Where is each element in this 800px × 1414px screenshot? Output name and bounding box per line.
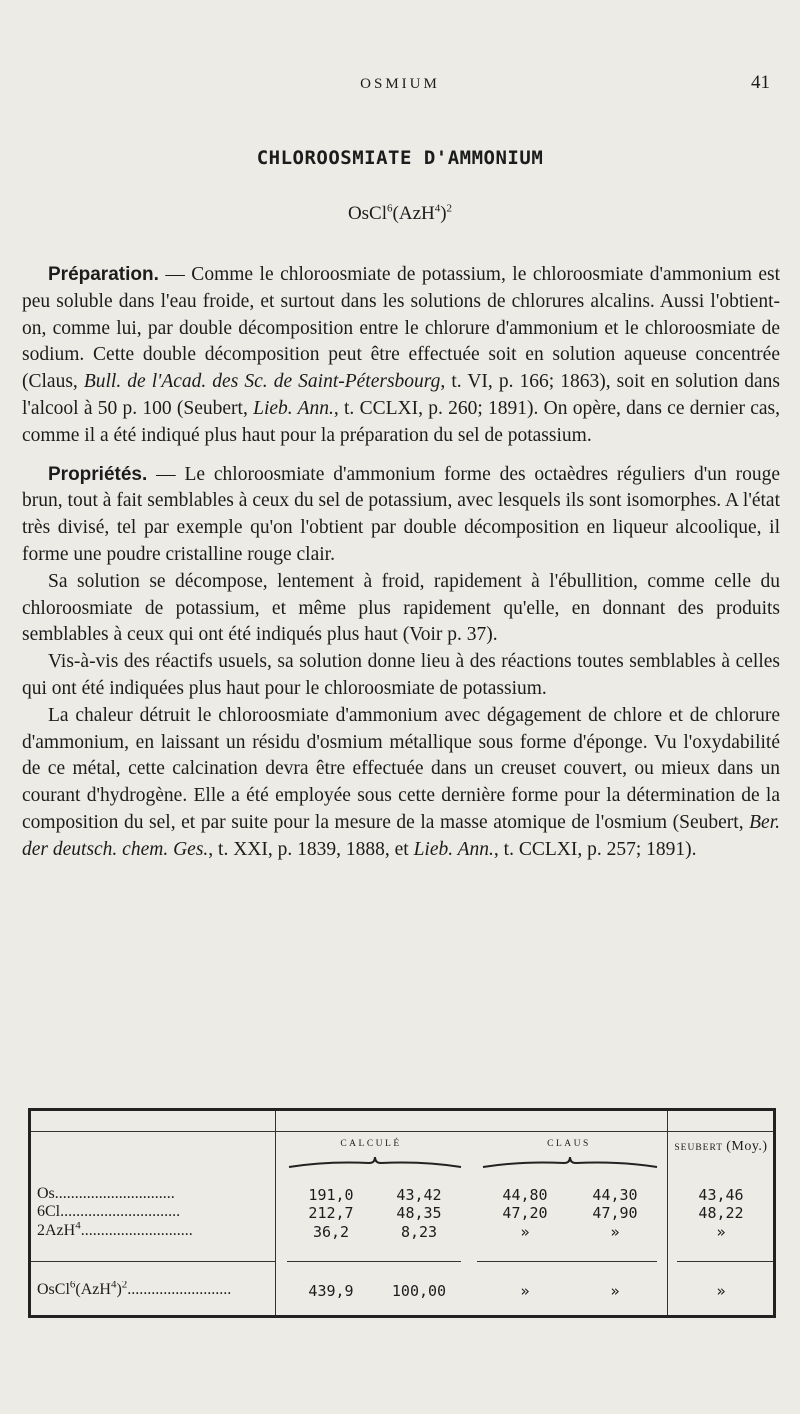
paragraph-proprietes bbox=[22, 462, 780, 569]
total-cell: » bbox=[610, 1282, 620, 1300]
table-column-rule bbox=[667, 1111, 668, 1315]
header-moy: (Moy.) bbox=[726, 1139, 768, 1154]
row-label bbox=[37, 1222, 277, 1240]
chaleur-text-3: , t. CCLXI, p. 257; 1891). bbox=[493, 838, 697, 860]
chemical-formula bbox=[0, 203, 800, 225]
paragraph-chaleur bbox=[22, 703, 780, 864]
chaleur-text-1: La chaleur détruit le chloroosmiate d'ammonium avec dégagement de chlore et de chlorure d'ammonium, en laissant un résidu d'osmium métallique sous forme d'éponge. Vu l'oxydabilité de ce métal, cette calcination devra être effectuée dans un creuset couvert, ou mieux dans un courant d'hydrogène. Elle a été employée sous cette dernière forme pour la détermination de la composition du sel, et par suite pour la mesure de la masse atomique de l'osmium (Seubert, bbox=[22, 704, 780, 833]
total-sup: 4 bbox=[110, 1281, 117, 1291]
formula-sup: 6 bbox=[387, 202, 393, 215]
total-cell: 100,00 bbox=[391, 1282, 447, 1300]
proprietes-heading: Propriétés. bbox=[48, 463, 148, 485]
total-sup: 6 bbox=[69, 1281, 76, 1291]
composition-table bbox=[28, 1108, 776, 1318]
paragraph-reactifs: Vis-à-vis des réactifs usuels, sa solution donne lieu à des réactions toutes semblables à celles qui ont été indiquées plus haut pour le chloroosmiate de potassium. bbox=[22, 651, 780, 699]
table-cell: » bbox=[520, 1223, 530, 1241]
table-cell: 47,20 bbox=[502, 1204, 548, 1222]
total-cell: » bbox=[716, 1282, 726, 1300]
table-total-rule bbox=[677, 1261, 773, 1262]
formula-sup: 4 bbox=[434, 202, 441, 215]
formula-part: ) bbox=[440, 203, 447, 224]
table-total-rule bbox=[31, 1261, 275, 1262]
body-text bbox=[22, 262, 780, 864]
row-label bbox=[37, 1185, 277, 1203]
header-seubert bbox=[669, 1139, 773, 1155]
table-cell: 191,0 bbox=[308, 1186, 354, 1204]
table-cell: 44,30 bbox=[592, 1186, 638, 1204]
total-label-text: ) bbox=[116, 1281, 122, 1298]
row-label-text: 6Cl bbox=[37, 1203, 61, 1220]
preparation-text-1: — Comme le chloroosmiate de potassium, le chloroosmiate d'ammonium est peu soluble dans l'eau froide, et surtout dans les solutions de chlorures alcalins. Aussi l'obtient-on, comme lui, par double décomposition entre le chlorure d'ammonium et le chloroosmiate de sodium. Cette double décomposition peut être effectuée soit en solution aqueuse concentrée (Claus, bbox=[22, 264, 780, 393]
table-cell: 43,46 bbox=[698, 1186, 744, 1204]
table-cell: 48,35 bbox=[396, 1204, 442, 1222]
table-total-rule bbox=[477, 1261, 657, 1262]
brace-claus bbox=[481, 1155, 659, 1171]
preparation-text-2: , t. VI, p. 166; 1863), soit en solution dans l'alcool à 50 p. 100 (Seubert, bbox=[22, 371, 780, 419]
table-cell: 8,23 bbox=[400, 1223, 438, 1241]
proprietes-text: — Le chloroosmiate d'ammonium forme des octaèdres réguliers d'un rouge brun, tout à fait semblables à ceux du sel de potassium, avec lesquels ils sont isomorphes. A l'état très divisé, tel par exemple qu'on l'obtient par double décomposition en liqueur alcoolique, il forme une poudre cristalline rouge clair. bbox=[22, 463, 780, 565]
preparation-text-3: , t. CCLXI, p. 260; 1891). On opère, dans ce dernier cas, comme il a été indiqué plus haut pour la préparation du sel de potassium. bbox=[22, 397, 781, 446]
leader-dots: .......................... bbox=[127, 1281, 232, 1298]
table-cell: 36,2 bbox=[312, 1223, 350, 1241]
table-cell: 47,90 bbox=[592, 1204, 638, 1222]
formula-part: OsCl bbox=[347, 203, 388, 224]
table-cell: » bbox=[716, 1223, 726, 1241]
running-head-title: OSMIUM bbox=[360, 76, 440, 92]
leader-dots: .............................. bbox=[60, 1203, 181, 1220]
row-label-text: Os bbox=[37, 1185, 55, 1202]
table-cell: 212,7 bbox=[308, 1204, 354, 1222]
row-label bbox=[37, 1203, 277, 1221]
citation-lieb-ann: Lieb. Ann. bbox=[253, 397, 334, 419]
citation-ber-deutsch: Ber. der deutsch. chem. Ges. bbox=[22, 811, 780, 860]
table-cell: » bbox=[610, 1223, 620, 1241]
total-cell: 439,9 bbox=[308, 1282, 354, 1300]
leader-dots: ............................ bbox=[80, 1222, 193, 1239]
row-label-sup: 4 bbox=[75, 1222, 81, 1232]
header-claus: CLAUS bbox=[547, 1139, 591, 1149]
table-cell: 44,80 bbox=[502, 1186, 548, 1204]
table-total-rule bbox=[287, 1261, 461, 1262]
table-cell: 43,42 bbox=[396, 1186, 442, 1204]
total-cell: » bbox=[520, 1282, 530, 1300]
preparation-heading: Préparation. bbox=[48, 264, 159, 285]
formula-part: (AzH bbox=[392, 203, 435, 224]
brace-calcule bbox=[287, 1155, 463, 1171]
leader-dots: .............................. bbox=[54, 1185, 175, 1202]
row-label-text: 2AzH bbox=[37, 1222, 76, 1239]
header-seubert-name: SEUBERT bbox=[674, 1143, 723, 1153]
formula-sup: 2 bbox=[446, 202, 453, 215]
total-sup: 2 bbox=[121, 1281, 128, 1291]
paragraph-solution: Sa solution se décompose, lentement à froid, rapidement à l'ébullition, comme celle du chloroosmiate de potassium, et même plus rapidement qu'elle, en donnant des produits semblables à ceux qui ont été indiqués plus haut (Voir p. 37). bbox=[22, 570, 780, 646]
total-label-text: OsCl bbox=[37, 1281, 70, 1298]
table-header-rule bbox=[31, 1131, 773, 1132]
running-head bbox=[0, 72, 800, 96]
table-cell: 48,22 bbox=[698, 1204, 744, 1222]
chaleur-text-2: , t. XXI, p. 1839, 1888, et bbox=[208, 838, 414, 860]
citation-lieb-ann-2: Lieb. Ann. bbox=[413, 838, 494, 860]
citation-bull-acad: Bull. de l'Acad. des Sc. de Saint-Pétersbourg bbox=[83, 371, 441, 393]
page-number: 41 bbox=[751, 72, 770, 93]
paragraph-preparation bbox=[22, 262, 780, 450]
header-calcule: CALCULÉ bbox=[340, 1139, 402, 1149]
total-label bbox=[37, 1281, 277, 1299]
total-label-text: (AzH bbox=[75, 1281, 111, 1298]
section-title: CHLOROOSMIATE D'AMMONIUM bbox=[256, 147, 544, 169]
